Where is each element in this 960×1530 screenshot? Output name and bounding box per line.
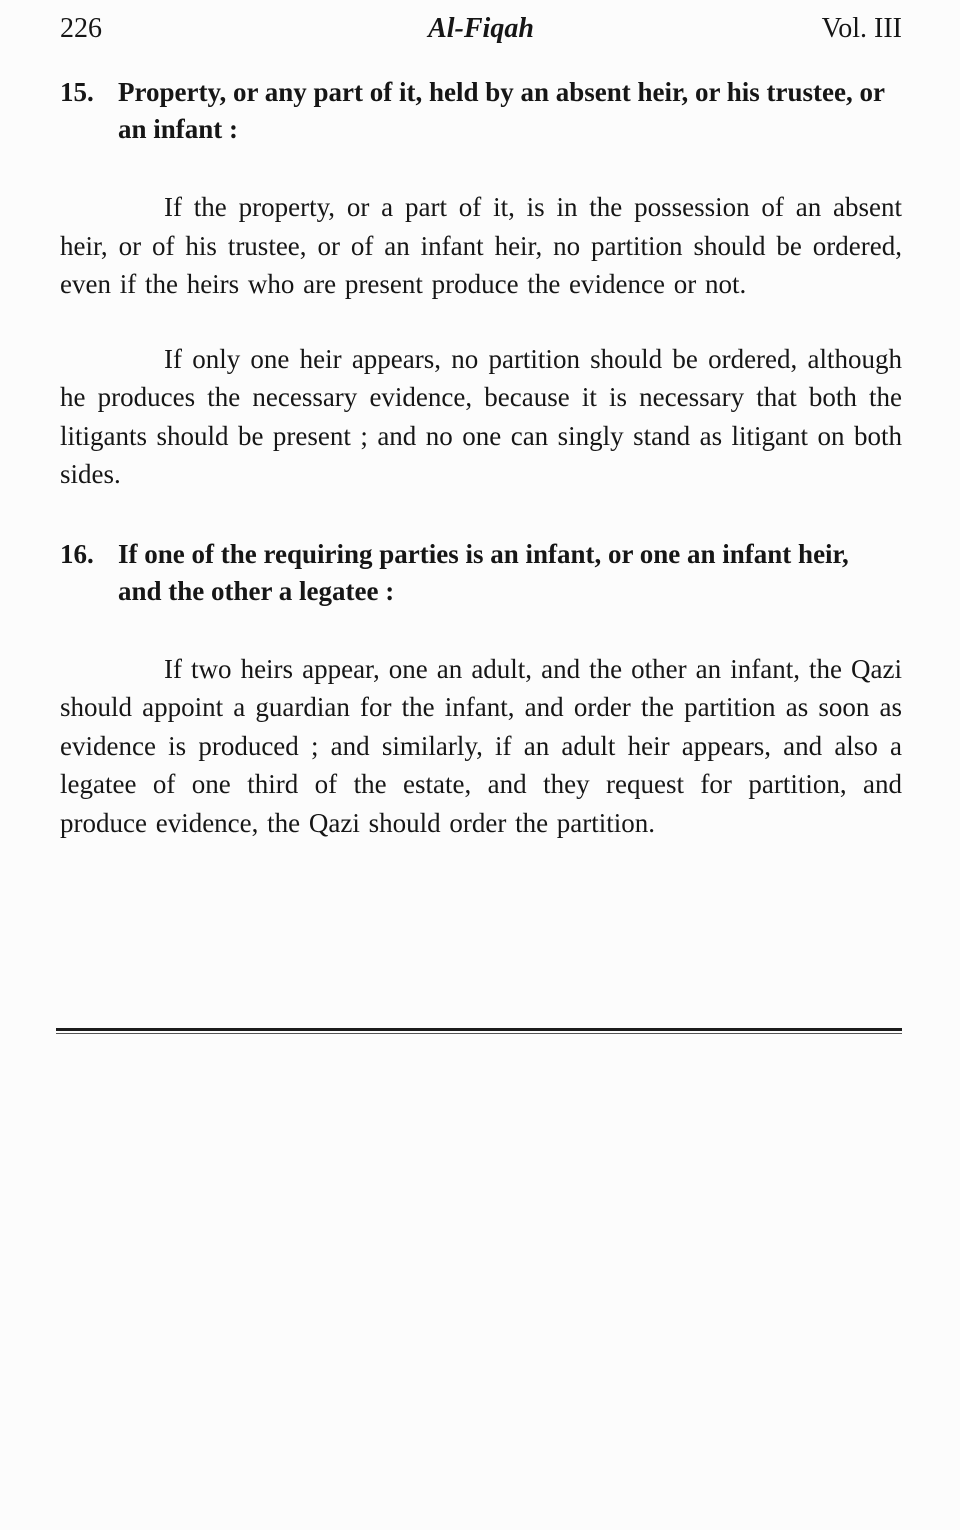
page-header (60, 12, 902, 46)
section-15-heading (60, 74, 902, 148)
page-number: 226 (60, 13, 102, 44)
book-title: Al-Fiqah (428, 13, 534, 44)
volume-label: Vol. III (821, 13, 902, 44)
paragraph: If two heirs appear, one an adult, and the other an infant, the Qazi should appoint a guardian for the infant, and order the partition as soon as evidence is produced ; and similarly, if an adult heir appears, and also a legatee of one third of the estate, and they request for partition, and produce evidence, the Qazi should order the partition. (60, 653, 902, 838)
section-heading-text: Property, or any part of it, held by an absent heir, or his trustee, or an infant : (118, 77, 885, 144)
section-15 (60, 74, 902, 494)
paragraph: If only one heir appears, no partition should be ordered, although he produces the necessary evidence, because it is necessary that both the litigants should be present ; and no one can singly stand as litigant on both sides. (60, 343, 902, 489)
section-heading-text: If one of the requiring parties is an infant, or one an infant heir, and the other a legatee : (118, 538, 849, 606)
paragraph: If the property, or a part of it, is in the possession of an absent heir, or of his trustee, or of an infant heir, no partition should be ordered, even if the heirs who are present produce the evidence or not. (60, 192, 902, 299)
section-number: 16. (60, 538, 94, 569)
section-number: 15. (60, 77, 94, 107)
divider-rule (56, 1028, 902, 1034)
section-16 (60, 536, 902, 843)
section-16-heading (60, 536, 902, 610)
